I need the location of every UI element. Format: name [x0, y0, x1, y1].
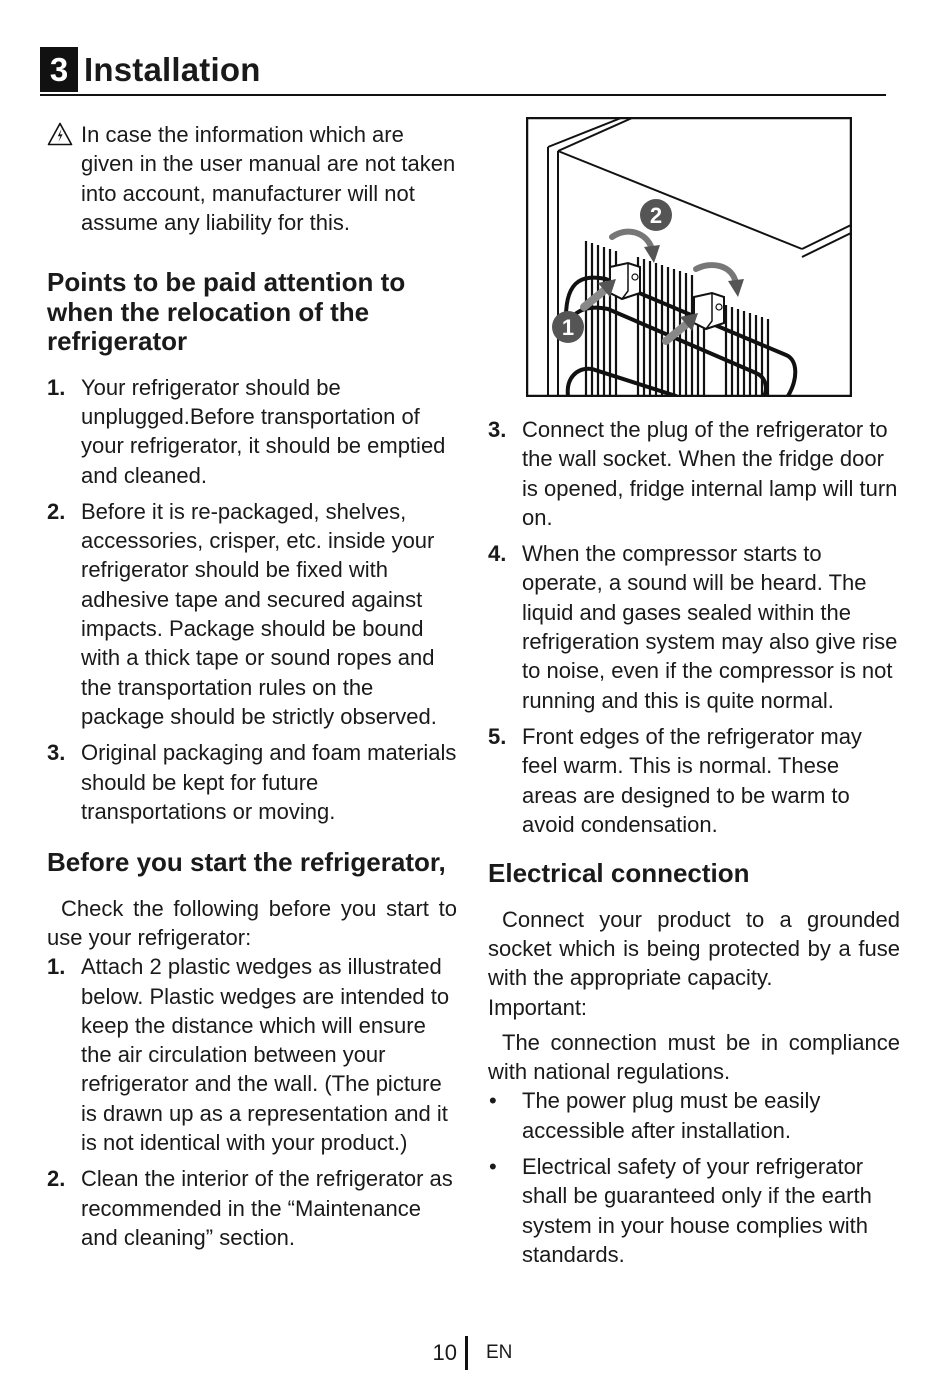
item-number: 1. — [47, 374, 66, 400]
list-item — [488, 539, 900, 715]
relocation-list — [47, 373, 457, 826]
item-text: The power plug must be easily accessible after installation. — [522, 1088, 821, 1143]
list-item — [488, 1086, 900, 1145]
page-footer — [0, 1336, 950, 1370]
list-item — [488, 722, 900, 839]
footer-divider — [465, 1336, 468, 1370]
important-label: Important: — [488, 994, 588, 1020]
warning-note — [47, 120, 457, 237]
electrical-paragraph: Connect your product to a grounded socket which is being protected by a fuse with the appropriate capacity. — [488, 906, 900, 991]
list-item — [47, 738, 457, 826]
bullet-mark: • — [489, 1088, 497, 1114]
before-start-intro: Check the following before you start to use your refrigerator: — [47, 895, 457, 950]
item-number: 3. — [488, 417, 507, 442]
chapter-header — [40, 47, 886, 96]
item-number: 2. — [47, 498, 66, 524]
item-text: Before it is re-packaged, shelves, accessories, crisper, etc. inside your refrigerator should be fixed with adhesive tape and secured against impacts. Package should be bound with a thick tape or sound ropes and the transportation rules on the package should be strictly observed. — [81, 498, 437, 729]
item-number: 4. — [488, 541, 507, 567]
item-text: When the compressor starts to operate, a sound will be heard. The liquid and gases sealed within the refrigeration system may also give rise to noise, even if the compressor is not running and this is quite normal. — [522, 541, 898, 713]
electrical-bullets — [488, 1086, 900, 1269]
step-2-badge — [640, 199, 672, 231]
svg-text:1: 1 — [561, 315, 575, 340]
wedge-installation-illustration — [526, 117, 852, 397]
list-item — [488, 1152, 900, 1269]
svg-text:2: 2 — [649, 203, 663, 228]
list-item — [488, 415, 900, 532]
item-text: Attach 2 plastic wedges as illustrated below. Plastic wedges are intended to keep the distance which will ensure the air circulation between your refrigerator and the wall. (The picture is drawn up as a representation and it is not identical with your product.) — [81, 954, 450, 1156]
relocation-heading: Points to be paid attention to when the relocation of the refrigerator — [47, 267, 406, 357]
item-text: Original packaging and foam materials should be kept for future transportations or moving. — [81, 740, 457, 824]
item-number: 2. — [47, 1166, 66, 1192]
list-item — [47, 497, 457, 731]
warning-triangle-icon — [47, 122, 73, 146]
electrical-heading: Electrical connection — [488, 858, 750, 889]
before-start-heading: Before you start the refrigerator, — [47, 847, 446, 878]
warning-text: In case the information which are given in the user manual are not taken into account, manufacturer will not assume any liability for this. — [81, 122, 456, 235]
before-start-list-continued — [488, 415, 900, 839]
item-text: Clean the interior of the refrigerator as recommended in the “Maintenance and cleaning” section. — [81, 1166, 453, 1250]
item-number: 5. — [488, 723, 507, 749]
item-number: 1. — [47, 954, 66, 980]
list-item — [47, 952, 457, 1157]
list-item — [47, 1164, 457, 1252]
right-column — [488, 415, 900, 1276]
item-text: Connect the plug of the refrigerator to the wall socket. When the fridge door is opened, fridge internal lamp will turn on. — [522, 417, 898, 530]
chapter-number: 3 — [40, 47, 78, 92]
item-text: Your refrigerator should be unplugged.Before transportation of your refrigerator, it should be emptied and cleaned. — [81, 374, 446, 488]
step-1-badge — [552, 311, 584, 343]
before-start-list — [47, 952, 457, 1252]
left-column — [47, 120, 457, 1259]
regulations-paragraph: The connection must be in compliance with national regulations. — [488, 1029, 900, 1085]
item-text: Front edges of the refrigerator may feel warm. This is normal. These areas are designed to be warm to avoid condensation. — [522, 723, 862, 837]
bullet-mark: • — [489, 1154, 497, 1180]
chapter-title: Installation — [84, 51, 261, 88]
language-code: EN — [486, 1342, 513, 1363]
list-item — [47, 373, 457, 490]
item-text: Electrical safety of your refrigerator shall be guaranteed only if the earth system in your house complies with standards. — [522, 1154, 872, 1267]
item-number: 3. — [47, 740, 66, 766]
page-number: 10 — [432, 1340, 457, 1365]
plastic-wedge-icon — [694, 293, 724, 329]
